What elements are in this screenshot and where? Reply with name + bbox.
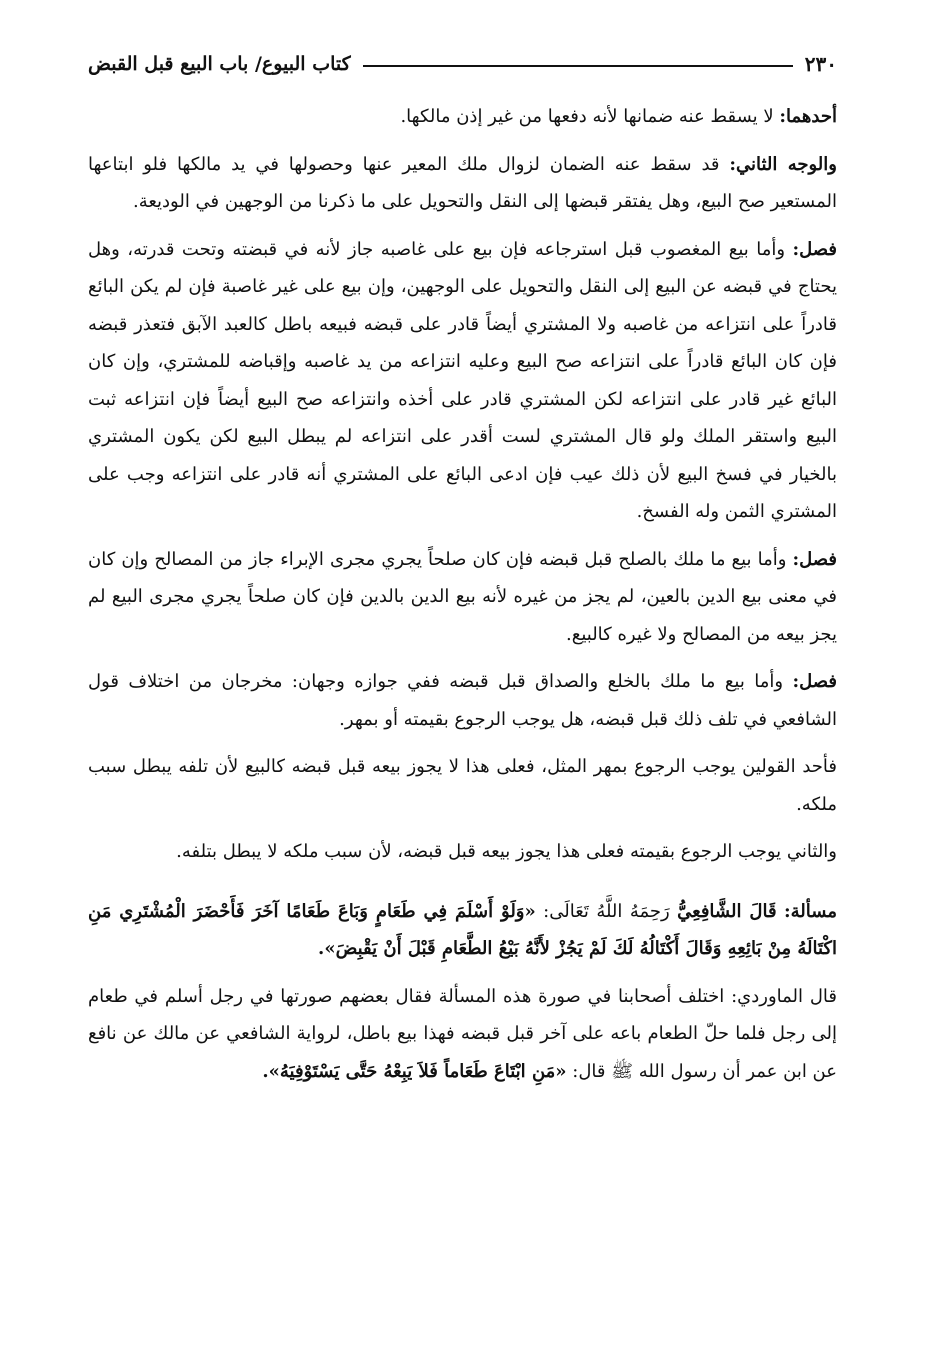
masala-paragraph <box>88 893 837 968</box>
paragraph-text: وأما بيع ما ملك بالخلع والصداق قبل قبضه ففي جوازه وجهان: مخرجان من اختلاف قول الشافعي في تلف ذلك قبل قبضه، هل يوجب الرجوع بقيمته أو بمهر. <box>88 671 837 730</box>
paragraph-lead: أحدهما: <box>779 106 837 127</box>
masala-lead: مسألة: <box>784 900 837 922</box>
paragraph <box>88 98 837 136</box>
paragraph-text: قد سقط عنه الضمان لزوال ملك المعير عنها وحصولها في يد مالكها فلو ابتاعها المستعير صح البيع، وهل يفتقر قبضها إلى النقل والتحويل على ما ذكرنا من الوجهين في الوديعة. <box>88 153 837 212</box>
paragraph-text: فأحد القولين يوجب الرجوع بمهر المثل، فعلى هذا لا يجوز بيعه قبل قبضه كالبيع لأن تلفه يبطل سبب ملكه. <box>88 756 837 815</box>
paragraph-lead: فصل: <box>792 671 837 692</box>
body-text <box>88 98 837 1090</box>
header-rule <box>363 65 793 67</box>
paragraph-text: قال الماوردي: اختلف أصحابنا في صورة هذه المسألة فقال بعضهم صورتها في رجل أسلم في طعام إلى رجل فلما حلّ الطعام باعه على آخر قبل قبضه فهذا بيع باطل، لرواية الشافعي عن مالك عن نافع عن ابن عمر أن رسول الله ﷺ قال: <box>88 985 837 1082</box>
masala-speaker: قَالَ الشَّافِعِيُّ <box>677 900 777 922</box>
paragraph <box>88 663 837 738</box>
page-number: ٢٣٠ <box>804 52 837 76</box>
paragraph <box>88 833 837 871</box>
running-header <box>88 44 837 84</box>
paragraph-lead: فصل: <box>792 548 837 570</box>
paragraph <box>88 541 837 654</box>
paragraph-text: وأما بيع المغصوب قبل استرجاعه فإن بيع على غاصبه جاز لأنه في قبضته وتحت قدرته، وهل يحتاج في قبضه عن البيع إلى النقل والتحويل على الوجهين، وإن بيع على غير غاصبة فإن لم يكن البائع قادراً على انتزاعه من غاصبه ولا المشتري أيضاً قادر على قبضه فبيعه باطل كالعبد الآبق فتعذر قبضه فإن كان البائع قادراً على انتزاعه صح البيع وعليه انتزاعه من يد غاصبه وإقباضه للمشتري، وإن كان البائع غير قادر على انتزاعه لكن المشتري قادر على أخذه وانتزاعه صح البيع أيضاً فإن انتزاعه ثبت البيع واستقر الملك ولو قال المشتري لست أقدر على انتزاعه لم يبطل البيع لكن يكون المشتري بالخيار في فسخ البيع لأن ذلك عيب فإن ادعى البائع على المشتري أنه قادر على انتزاعه وجب على المشتري الثمن وله الفسخ. <box>88 238 837 522</box>
paragraph-text: وأما بيع ما ملك بالصلح قبل قبضه فإن كان صلحاً يجري مجرى الإبراء جاز من المصالح وإن كان في معنى بيع الدين بالعين، لم يجز من غيره لأنه بيع الدين بالدين فإن كان صلحاً يجري مجرى البيع لم يجز بيعه من المصالح ولا غيره كالبيع. <box>88 548 837 645</box>
hadith-quote: «مَنِ ابْتَاعَ طَعَاماً فَلاَ يَبِعْهُ حَتَّى يَسْتَوْفِيَهُ». <box>262 1060 567 1082</box>
header-title: كتاب البيوع/ باب البيع قبل القبض <box>88 53 351 75</box>
paragraph-text: والثاني يوجب الرجوع بقيمته فعلى هذا يجوز بيعه قبل قبضه، لأن سبب ملكه لا يبطل بتلفه. <box>176 841 837 862</box>
masala-quote: «وَلَوْ أَسْلَمَ فِي طَعَامٍ وَبَاعَ طَعَامًا آخَرَ فَأَحْضَرَ الْمُشْتَرِي مَنِ اكْتَالَهُ مِنْ بَائِعِهِ وَقَالَ أَكْتَالُهُ لَكَ لَمْ يَجُزْ لأَنَّهُ بَيْعُ الطَّعَامِ قَبْلَ أَنْ يَقْبِضَ». <box>88 900 837 959</box>
paragraph <box>88 146 837 221</box>
masala-intro: رَحِمَهُ اللَّهُ تَعَالَى: <box>535 900 678 922</box>
paragraph-text: لا يسقط عنه ضمانها لأنه دفعها من غير إذن مالكها. <box>400 106 780 127</box>
paragraph <box>88 231 837 531</box>
paragraph <box>88 748 837 823</box>
paragraph-lead: والوجه الثاني: <box>729 153 837 175</box>
paragraph <box>88 978 837 1091</box>
paragraph-lead: فصل: <box>792 238 837 260</box>
